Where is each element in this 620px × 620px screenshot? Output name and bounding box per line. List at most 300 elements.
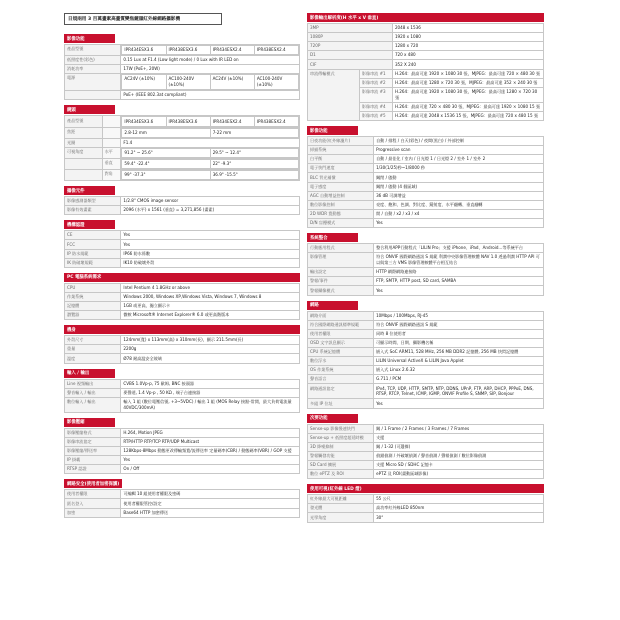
section-lens (64, 105, 300, 181)
spec-row (308, 191, 544, 200)
section-remote (307, 233, 544, 295)
spec-table (307, 424, 544, 480)
spec-row (65, 74, 300, 91)
section-heading: 鏡頭 (64, 105, 115, 114)
spec-label: 警報攝像模式 (308, 286, 374, 295)
spec-subvalue: AC24V (±10%) (122, 75, 166, 90)
spec-row (65, 388, 300, 397)
spec-value: 使用者權限管控/設定 (121, 499, 300, 508)
section-heading: 網路安全(使用者加密保護) (64, 479, 122, 488)
spec-subvalue: IPR434ESX2.4 (210, 46, 254, 55)
spec-subvalue: AC100-240V (±10%) (166, 75, 210, 90)
spec-label: 720P (308, 42, 393, 51)
spec-table (64, 115, 300, 181)
spec-table (64, 283, 300, 320)
spec-label: 聲音語言 (308, 375, 374, 384)
section-heading: 系統整合 (307, 233, 358, 242)
spec-row (65, 456, 300, 465)
spec-row (65, 65, 300, 74)
spec-label: 加密 (65, 508, 121, 517)
spec-label: CE (65, 231, 121, 240)
spec-value: Yes (121, 240, 300, 249)
spec-label: 掃描系統 (308, 146, 374, 155)
spec-row (308, 470, 544, 479)
spec-value: Ø78 耐高溫安全玻璃 (121, 354, 300, 363)
spec-sublabel: 影像串流 #1 (359, 69, 392, 78)
spec-row (308, 182, 544, 191)
spec-table (64, 335, 300, 363)
spec-row (308, 451, 544, 460)
spec-subtable (121, 116, 299, 126)
spec-subvalue: 22° -9.3° (210, 159, 298, 168)
spec-subvalue: AC100-240V (±10%) (254, 75, 298, 90)
spec-value: 開 / 自動 / x2 / x3 / x4 (374, 209, 544, 218)
spec-subtable (121, 128, 299, 138)
spec-row (308, 513, 544, 522)
spec-value: 麥聲道, 1.4 Vp-p , 50 KΩ , 端子台連接器 (121, 388, 300, 397)
spec-value: H.264：最高可達 1920 × 1080 30 張，MJPEG：最高可達 1280 × 720 30 張 (392, 87, 543, 102)
spec-label (65, 158, 103, 169)
doc-title: 日規兩用 3 百萬畫素高畫質變焦鏡頭紅外線網路攝影機 (64, 13, 222, 25)
spec-subvalue: AC24V (±10%) (210, 75, 254, 90)
spec-subtable (121, 74, 299, 90)
spec-value: Yes (121, 231, 300, 240)
spec-label: 串流傳輸模式 (308, 69, 360, 120)
spec-label: 1080P (308, 33, 393, 42)
spec-value: 自動 / 最佳化 / 室內 / 日光燈 1 / 日光燈 2 / 室外 1 / 室外 2 (374, 155, 544, 164)
spec-sublabel: 對角 (102, 170, 121, 181)
spec-label: 影像管理 (308, 253, 374, 268)
spec-value: 2048 x 1536 (392, 24, 543, 33)
spec-value: 整合利用APP行動程式「LILIN Pro」支援 iPhone、iPad、Android…等系統平台 (374, 244, 544, 253)
spec-value: 352 X 240 (392, 60, 543, 69)
spec-row (65, 345, 300, 354)
spec-row (65, 397, 300, 412)
spec-value: 36 dB 可調增益 (374, 191, 544, 200)
spec-subvalue: IPR438ESX3.6 (166, 46, 210, 55)
spec-row (308, 442, 544, 451)
section-ir (307, 484, 544, 522)
spec-value: 1280 x 720 (392, 42, 543, 51)
section-housing (64, 325, 300, 363)
spec-row (308, 200, 544, 209)
spec-row (65, 428, 300, 437)
spec-label: Sense-up + 低照度超延時模 (308, 433, 374, 442)
spec-table (307, 311, 544, 409)
spec-value (121, 74, 300, 91)
spec-subtable (121, 170, 299, 180)
spec-subvalue: 29.5° ~ 12.4° (210, 148, 298, 157)
spec-value: 偵錯偵測 / 外破壞偵測 / 聲音偵測 / 聲報偵測 / 數位影像偵測 (374, 451, 544, 460)
spec-value: FTP, SMTP, HTTP post, SD card, SAMBA (374, 277, 544, 286)
spec-row (65, 292, 300, 301)
spec-label: FCC (65, 240, 121, 249)
spec-row (308, 338, 544, 347)
spec-subtable (121, 148, 299, 158)
section-heading: 影像壓縮 (64, 418, 115, 427)
spec-subvalue: IPR438ESX2.4 (254, 117, 298, 126)
section-sensor (64, 186, 300, 215)
spec-label: 電源 (65, 74, 121, 91)
spec-table (64, 230, 300, 267)
spec-label: 記憶體 (65, 302, 121, 311)
left-column (64, 13, 300, 523)
spec-label: 焦距 (65, 127, 103, 138)
spec-row (65, 158, 300, 169)
spec-row (308, 173, 544, 182)
spec-value: 支援 Micro SD / SDHC 記憶卡 (374, 461, 544, 470)
section-heading: PC 電腦系統需求 (64, 273, 300, 282)
section-smart (307, 414, 544, 480)
spec-row (65, 437, 300, 446)
spec-value: IPv4, TCP, UDP, HTTP, SMTP, NTP, DDNS, UPnP, FTP, ARP, DHCP, PPPoE, DNS, RTSP, RTCP, Telnet, ICMP, IGMP, ONVIF Profile S, SNMP, SIP, Bonjour (374, 384, 544, 399)
spec-row (308, 137, 544, 146)
spec-subtable (121, 159, 299, 169)
spec-sublabel (102, 116, 121, 127)
spec-subvalue: 91.2° ~ 25.6° (122, 148, 210, 157)
section-heading: 攝像元件 (64, 186, 115, 195)
spec-value: ePTZ 及 ROI(畫動區域影像) (374, 470, 544, 479)
spec-value: 嵌入式 SoC ARM11, 528 MHz, 256 MB DDR2 記憶體, 256 MB 快閃記憶體 (374, 348, 544, 357)
spec-label: 使用者權限 (65, 490, 121, 499)
spec-row (308, 329, 544, 338)
spec-subvalue: IPR438ESX3.6 (166, 117, 210, 126)
spec-value: H.264：最高可達 1920 × 1080 30 張，MJPEG：最高可達 720 × 480 30 張 (392, 69, 543, 78)
spec-label: IP 掛載 (65, 456, 121, 465)
spec-value: 自動 / 排程 / 白天(彩色) / 夜間(黑白) / 外部控制 (374, 137, 544, 146)
spec-value: 10Mbps / 100Mbps, RJ-45 (374, 311, 544, 320)
spec-row (308, 504, 544, 513)
spec-value (121, 127, 300, 138)
spec-row (65, 197, 300, 206)
spec-subvalue: 99° -37.3° (122, 171, 210, 180)
section-certification (64, 220, 300, 267)
spec-label: 光學角度 (308, 513, 374, 522)
section-image_features (307, 126, 544, 228)
spec-label: 產品型號 (65, 116, 103, 127)
spec-table (64, 196, 300, 215)
spec-label: D/N 盲擾模式 (308, 219, 374, 228)
spec-label: 影像串流協定 (65, 437, 121, 446)
spec-value: 高功率紅外線LED 850nm (374, 504, 544, 513)
spec-label: 低照度性(彩色) (65, 56, 121, 65)
spec-value: 亮度、飽和、色調、對比度、鏡射度、水平翻轉、垂直翻轉 (374, 200, 544, 209)
spec-label (65, 91, 121, 100)
section-heading: 網路 (307, 301, 358, 310)
spec-label: 網路通訊協定 (308, 384, 374, 399)
spec-sublabel: 影像串流 #5 (359, 111, 392, 120)
section-heading: 次要功能 (307, 414, 358, 423)
spec-value: 124mm(寬) x 113mm(高) x 310mm(長)，顯示 211.5mm(長) (121, 336, 300, 345)
spec-value: Intel Pentium 4 1.8GHz or above (121, 283, 300, 292)
spec-label: RTSP 認證 (65, 465, 121, 474)
spec-subvalue: IPR434ESX3.6 (122, 46, 166, 55)
spec-row (65, 45, 300, 56)
spec-row (308, 60, 544, 69)
spec-value: H.264, Motion JPEG (121, 428, 300, 437)
right-column (307, 13, 544, 528)
spec-subvalue: IPR434ESX3.6 (122, 117, 166, 126)
spec-label: 聲音輸入 / 輸出 (65, 388, 121, 397)
spec-value: 支援 (374, 433, 544, 442)
spec-label: 輸出設定 (308, 268, 374, 277)
spec-label: 3D 降噪抑制 (308, 442, 374, 451)
spec-row (65, 127, 300, 138)
section-io (64, 369, 300, 413)
spec-subvalue: 2.8-12 mm (122, 128, 210, 137)
spec-value: 關閉 / 啟動 (374, 173, 544, 182)
spec-value: Progressive scan (374, 146, 544, 155)
spec-label: BLC 背光補償 (308, 173, 374, 182)
spec-row (308, 69, 544, 78)
spec-value: 128Kbps-8Mbps 動態更改傳輸頻寬/流傳送率 定量碼率(CBR) / 動態碼率(VBR) / GOP 支援 (121, 447, 300, 456)
spec-label: 影像壓縮格式 (65, 428, 121, 437)
spec-label: 影像感測器類型 (65, 197, 121, 206)
spec-row (308, 348, 544, 357)
spec-value: 1/30(1/25)秒~1/8000 秒 (374, 164, 544, 173)
spec-value: G.711 / PCM (374, 375, 544, 384)
section-heading: 機身 (64, 325, 300, 334)
spec-label: 消耗功率 (65, 65, 121, 74)
spec-row (65, 56, 300, 65)
spec-table (307, 494, 544, 522)
spec-label: AGC 自動增益控制 (308, 191, 374, 200)
spec-sublabel (102, 138, 121, 147)
spec-label: SD Card 擴展 (308, 461, 374, 470)
spec-row (308, 384, 544, 399)
section-heading: 使用可視(紅外線 LED 燈) (307, 484, 544, 493)
spec-label: 外殼尺寸 (65, 336, 121, 345)
section-network (307, 301, 544, 409)
spec-label: Line 視頻輸出 (65, 379, 121, 388)
spec-label: CIF (308, 60, 393, 69)
spec-value: H.264：最高可達 2048 x 1536 15 張，MJPEG：最高可達 720 x 480 15 張 (392, 111, 543, 120)
spec-value: 30° (374, 513, 544, 522)
spec-subvalue: IPR434ESX2.4 (210, 117, 254, 126)
spec-value: 1GB 或更高，獨立顯示卡 (121, 302, 300, 311)
spec-value: IK10 防破壞外殼 (121, 258, 300, 267)
spec-value: On / Off (121, 465, 300, 474)
spec-row (65, 302, 300, 311)
spec-value: F1.4 (121, 138, 300, 147)
spec-row (65, 311, 300, 320)
spec-label: 產品型號 (65, 45, 121, 56)
spec-row (65, 116, 300, 127)
spec-table (64, 489, 300, 517)
spec-table (64, 379, 300, 413)
spec-subvalue: 36.9° -15.5° (210, 171, 298, 180)
section-pc (64, 273, 300, 320)
spec-label: 電子感度 (308, 182, 374, 191)
spec-label: OS 作業系統 (308, 366, 374, 375)
spec-label: 作業系統 (65, 292, 121, 301)
section-heading: 影像輸出解析度(H 水平 x V 垂直) (307, 13, 544, 22)
spec-row (308, 253, 544, 268)
spec-value: 輸入 1 組 (數位電壓信號, +3~5VDC) / 輸出 1 組 (MOS Relay 接點-常開，最大負荷電流量 40VDC/300mA) (121, 397, 300, 412)
spec-table (307, 136, 544, 228)
spec-label: 日夜功能(紅外線濾片) (308, 137, 374, 146)
spec-value: 2200g (121, 345, 300, 354)
section-heading: 影像功能 (64, 34, 115, 43)
spec-row (65, 499, 300, 508)
spec-value: 720 x 480 (392, 51, 543, 60)
spec-label: 可視角度 (65, 147, 103, 158)
spec-row (65, 91, 300, 100)
spec-row (65, 240, 300, 249)
spec-value: 2096 (水平) x 1561 (垂直) = 3,271,856 (畫素) (121, 206, 300, 215)
spec-row (308, 268, 544, 277)
spec-label: 網路介面 (308, 311, 374, 320)
spec-sublabel: 影像串流 #3 (359, 87, 392, 102)
spec-label: IK 防破壞規範 (65, 258, 121, 267)
spec-label: 電子快門速度 (308, 164, 374, 173)
spec-row (308, 209, 544, 218)
spec-row (308, 366, 544, 375)
spec-value: HTTP 網際網路連接路 (374, 268, 544, 277)
spec-row (308, 164, 544, 173)
spec-value: Yes (374, 399, 544, 408)
spec-subvalue: IPR438ESX2.4 (254, 46, 298, 55)
spec-label: 發光體 (308, 504, 374, 513)
spec-row (308, 277, 544, 286)
spec-value (121, 170, 300, 181)
spec-row (308, 461, 544, 470)
spec-label: 影像有效畫素 (65, 206, 121, 215)
spec-value: 關閉 / 啟動 (4 個區域) (374, 182, 544, 191)
spec-value: 嵌入式 Linux 2.6.32 (374, 366, 544, 375)
spec-value (121, 116, 300, 127)
spec-row (65, 354, 300, 363)
spec-value: PoE+ (IEEE 802.3at compliant) (121, 91, 300, 100)
spec-row (65, 170, 300, 181)
spec-row (65, 283, 300, 292)
spec-row (65, 249, 300, 258)
spec-label: 警報觸發功能 (308, 451, 374, 460)
spec-row (308, 155, 544, 164)
spec-value: IP66 防水係數 (121, 249, 300, 258)
spec-sublabel: 水平 (102, 147, 121, 158)
spec-sublabel: 影像串流 #2 (359, 78, 392, 87)
spec-value: 可編輯 10 組使用者權限及密碼 (121, 490, 300, 499)
spec-label: 白平衡 (308, 155, 374, 164)
section-resolution (307, 13, 544, 121)
spec-label: CPU 系統記憶體 (308, 348, 374, 357)
spec-subvalue: 59.4° -22.4° (122, 159, 210, 168)
spec-row (308, 424, 544, 433)
spec-value: 微軟 Microsoft® Internet Explorer® 6.0 或更高階版本 (121, 311, 300, 320)
spec-label: 數位影像控制 (308, 200, 374, 209)
spec-label: 匿名登入 (65, 499, 121, 508)
spec-value: Windows 2000, Windows XP,Windows Vista, Windows 7, Windows 8 (121, 292, 300, 301)
spec-value: H.264：最高可達 1280 × 720 30 張，MJPEG：最高可達 352 × 240 30 張 (392, 78, 543, 87)
spec-value: 關 / 1 Frame / 2 Frames / 3 Frames / 7 Frames (374, 424, 544, 433)
spec-label: 瀏覽器 (65, 311, 121, 320)
spec-value (121, 158, 300, 169)
spec-sublabel: 影像串流 #4 (359, 102, 392, 111)
spec-row (65, 147, 300, 158)
spec-value: 1/2.8" CMOS image sensor (121, 197, 300, 206)
spec-label: 符合國際網路通訊標準規範 (308, 320, 374, 329)
spec-row (308, 320, 544, 329)
spec-row (308, 244, 544, 253)
spec-row (65, 490, 300, 499)
spec-value: Yes (374, 219, 544, 228)
spec-label: D1 (308, 51, 393, 60)
spec-label: 影像壓縮/傳送率 (65, 447, 121, 456)
spec-value: RTP/HTTP RTP/TCP RTP/UDP Multicast (121, 437, 300, 446)
spec-value: H.264：最高可達 720 × 480 30 張，MJPEG：最高可達 1920 × 1080 15 張 (392, 102, 543, 111)
spec-value: 1920 x 1080 (392, 33, 543, 42)
section-heading: 機構認證 (64, 220, 115, 229)
spec-label: 2D WDR 寬動態 (308, 209, 374, 218)
spec-row (308, 399, 544, 408)
spec-label: OSD 文字訊息顯示 (308, 338, 374, 347)
spec-row (308, 146, 544, 155)
spec-row (308, 357, 544, 366)
spec-row (308, 495, 544, 504)
spec-value: 關 / 1-32 (可選擇) (374, 442, 544, 451)
spec-label: 行動應用程式 (308, 244, 374, 253)
spec-row (65, 206, 300, 215)
spec-value: Yes (121, 456, 300, 465)
spec-row (65, 508, 300, 517)
spec-row (65, 447, 300, 456)
spec-row (308, 219, 544, 228)
spec-label: 3MP (308, 24, 393, 33)
spec-label: IP 防水規範 (65, 249, 121, 258)
section-heading: 影像功能 (307, 126, 358, 135)
spec-sublabel (102, 127, 121, 138)
spec-label: 溫度 (65, 354, 121, 363)
spec-value (121, 147, 300, 158)
spec-value: 0.15 Lux at F1.4 (Low light mode) / 0 Lux with IR LED on (121, 56, 300, 65)
section-video (64, 418, 300, 475)
spec-row (65, 258, 300, 267)
spec-row (308, 24, 544, 33)
spec-label: CPU (65, 283, 121, 292)
spec-table (64, 44, 300, 100)
spec-row (308, 51, 544, 60)
spec-value: 同時 8 位使用者 (374, 329, 544, 338)
spec-value: 55 公尺 (374, 495, 544, 504)
spec-value: 可顯示時間、日期、攝影機名稱 (374, 338, 544, 347)
spec-row (308, 375, 544, 384)
spec-label: 多組 IP 位址 (308, 399, 374, 408)
spec-subtable (121, 45, 299, 55)
spec-row (308, 433, 544, 442)
spec-label (65, 170, 103, 181)
spec-value: 符合 ONVIF 國際網路通訊 S 規範 (374, 320, 544, 329)
section-security (64, 479, 300, 517)
section-network_features (64, 34, 300, 100)
spec-label: 數位浮水 (308, 357, 374, 366)
spec-table (307, 23, 544, 121)
spec-label: Sense-up 影像慢速快門 (308, 424, 374, 433)
spec-label: 紅外線最大可視距離 (308, 495, 374, 504)
spec-value: Base64 HTTP 加密傳送 (121, 508, 300, 517)
spec-sublabel: 垂直 (102, 158, 121, 169)
spec-value (121, 45, 300, 56)
spec-value: 符合 ONVIF 國際網路通訊 S 規範 利潤中央影像管理軟體 NAV 1.0 透過利潤 HTTP API 可以與第三方 VMS 影像管理軟體平台相互結合 (374, 253, 544, 268)
spec-table (307, 243, 544, 295)
spec-label: 光圈 (65, 138, 103, 147)
spec-label: 數位 ePTZ 及 ROI (308, 470, 374, 479)
spec-row (65, 379, 300, 388)
spec-row (308, 286, 544, 295)
spec-table (64, 428, 300, 475)
spec-value: 17W (PoE+, 20W) (121, 65, 300, 74)
spec-row (308, 311, 544, 320)
